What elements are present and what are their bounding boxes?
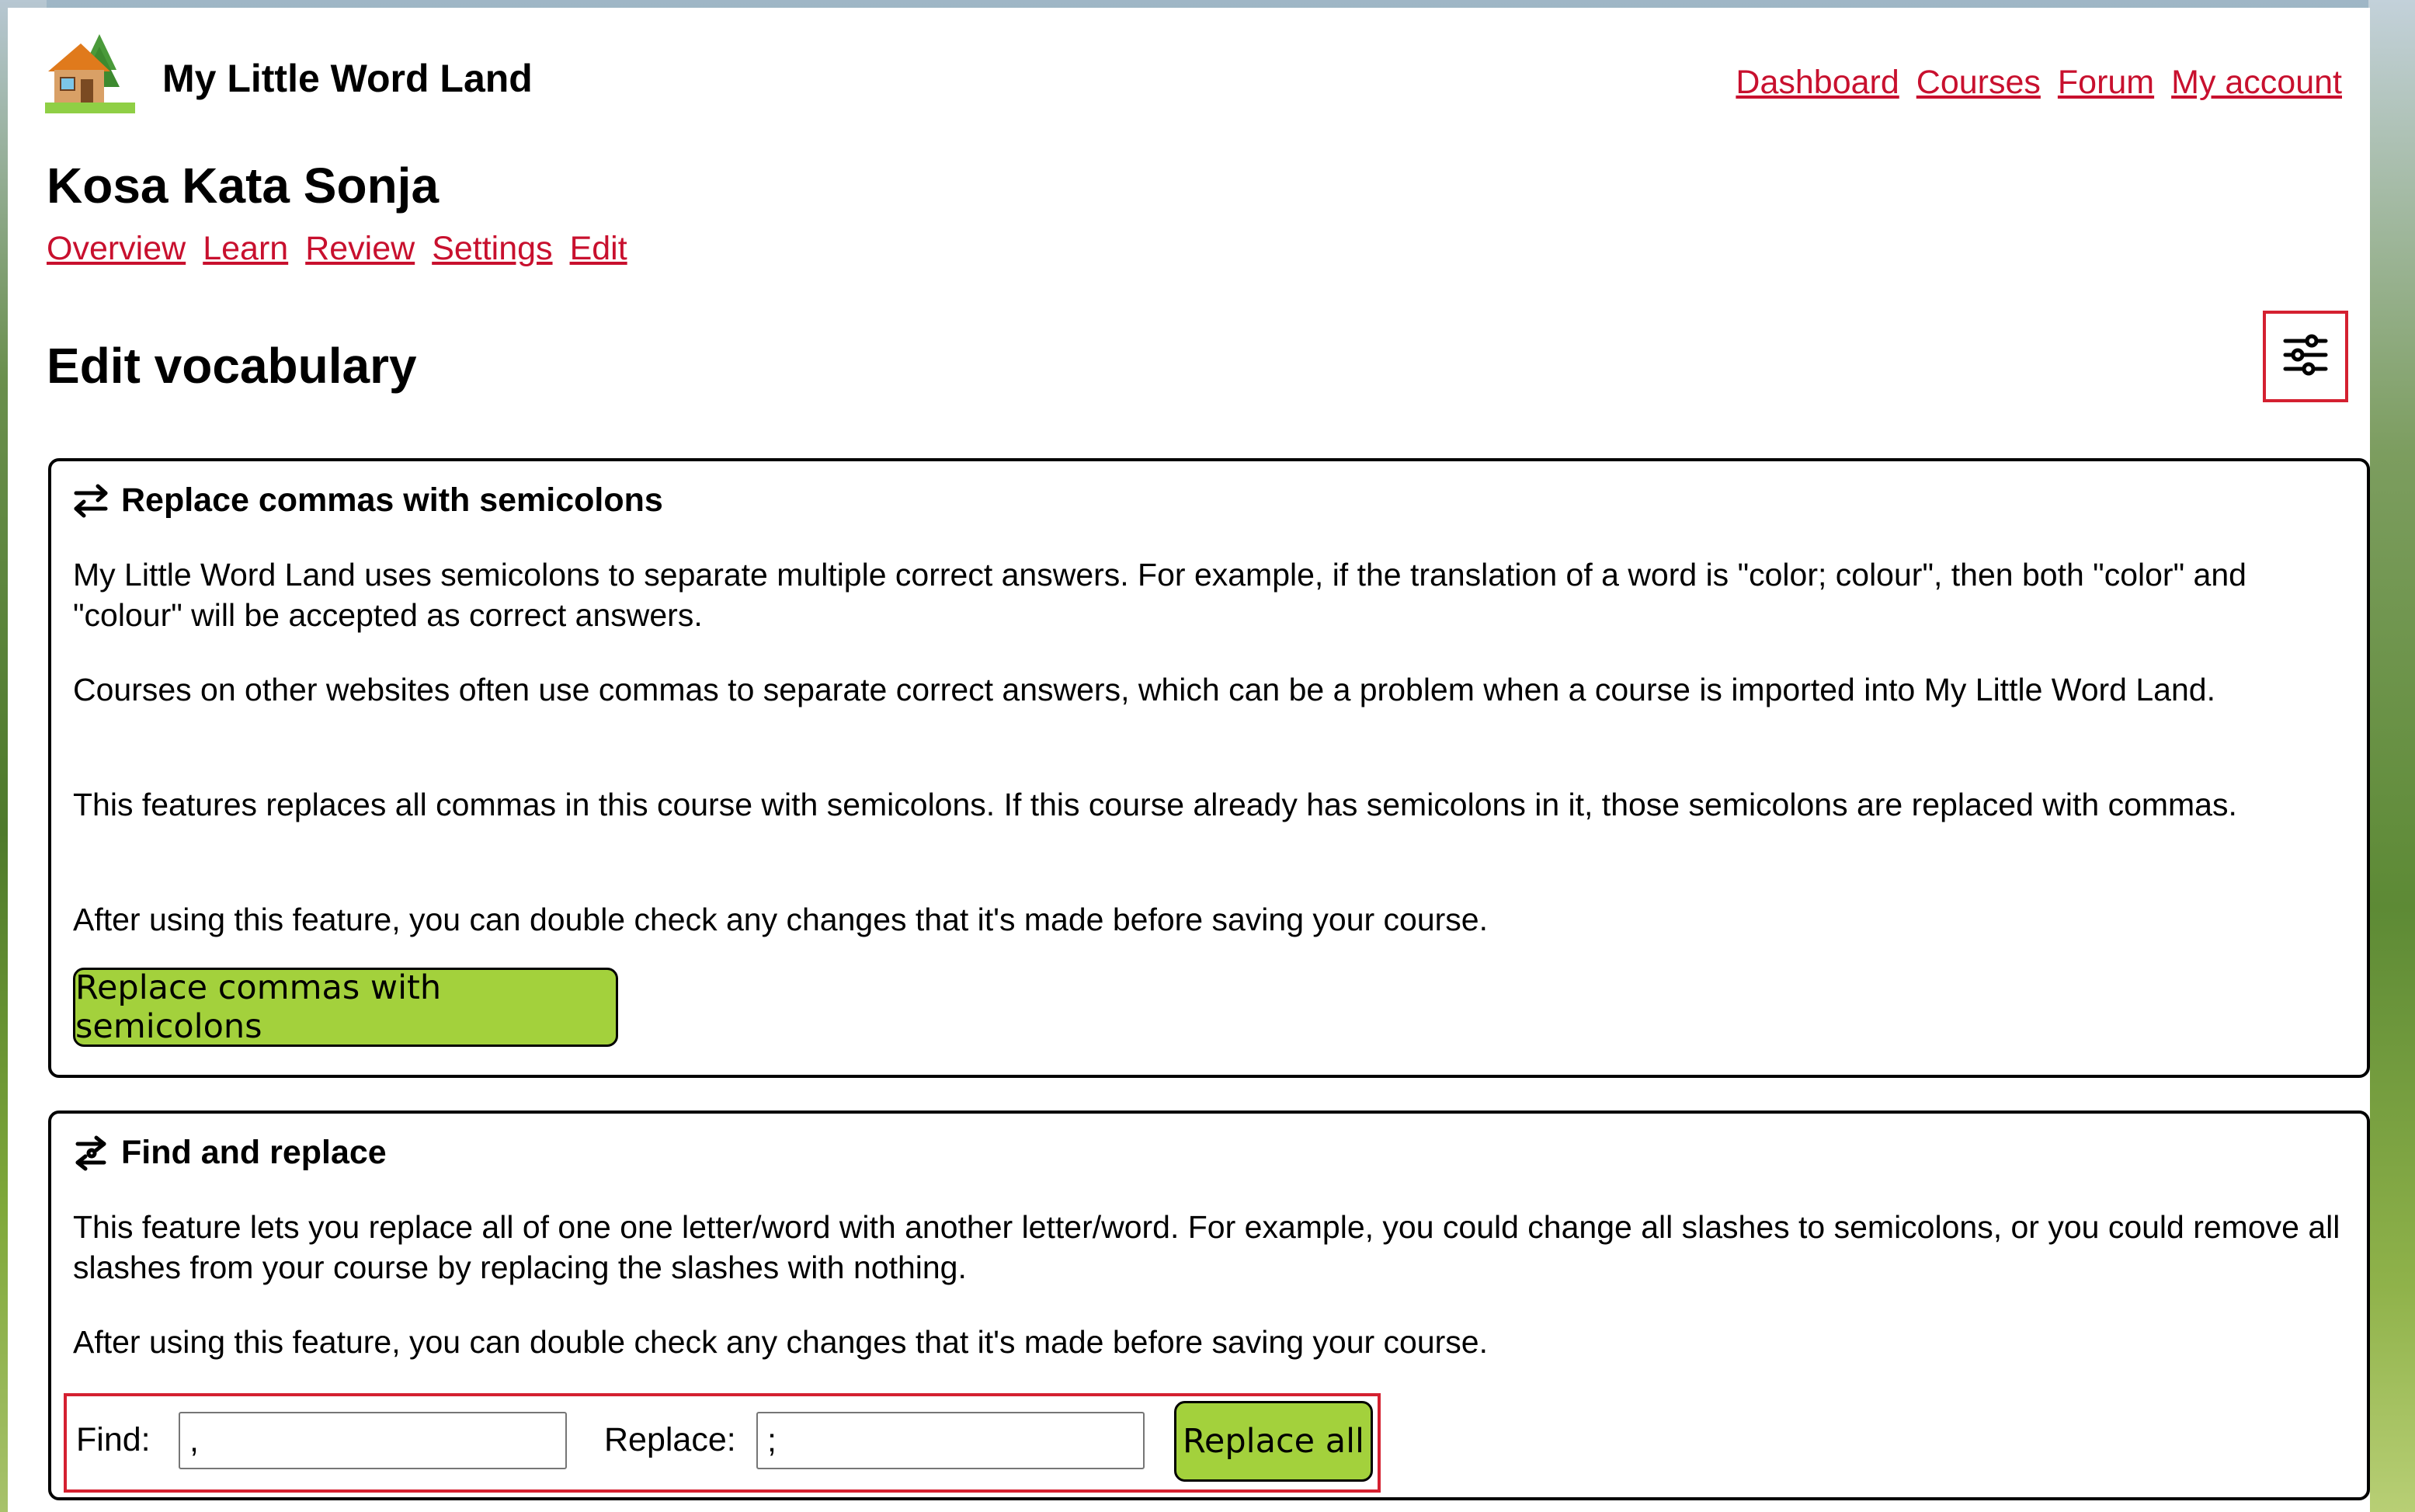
nav-my-account-link[interactable]: My account <box>2171 64 2342 101</box>
replace-all-button[interactable]: Replace all <box>1174 1401 1373 1482</box>
background-right <box>2368 0 2415 1512</box>
tab-learn[interactable]: Learn <box>203 230 289 267</box>
replace-commas-button[interactable]: Replace commas with semicolons <box>73 968 618 1047</box>
nav-dashboard-link[interactable]: Dashboard <box>1736 64 1899 101</box>
find-replace-paragraph-1: This feature lets you replace all of one one letter/word with another letter/word. For example, you could change all slashes to semicolons, or you could remove all slashes from your course by replacing the slashes with nothing. <box>73 1209 2340 1285</box>
find-label: Find: <box>76 1421 151 1458</box>
find-replace-form <box>64 1393 1381 1493</box>
replace-commas-paragraph-2: Courses on other websites often use commas to separate correct answers, which can be a problem when a course is imported into My Little Word Land. <box>73 672 2215 707</box>
swap-arrows-icon <box>73 483 109 519</box>
page-heading: Edit vocabulary <box>47 338 417 394</box>
nav-courses-link[interactable]: Courses <box>1916 64 2041 101</box>
replace-commas-paragraph-4: After using this feature, you can double check any changes that it's made before saving your course. <box>73 902 1488 937</box>
replace-commas-card <box>48 458 2370 1078</box>
tab-overview[interactable]: Overview <box>47 230 186 267</box>
house-logo-icon[interactable] <box>45 31 135 116</box>
find-replace-icon <box>73 1135 109 1171</box>
tab-review[interactable]: Review <box>305 230 415 267</box>
find-replace-title-text: Find and replace <box>121 1134 387 1171</box>
replace-commas-title <box>73 481 663 520</box>
replace-commas-paragraph-3: This features replaces all commas in this course with semicolons. If this course already has semicolons in it, those semicolons are replaced with commas. <box>73 787 2237 822</box>
find-replace-paragraph-2: After using this feature, you can double check any changes that it's made before saving your course. <box>73 1324 1488 1360</box>
top-navigation <box>1718 64 2342 102</box>
replace-input[interactable] <box>756 1412 1145 1469</box>
replace-label: Replace: <box>604 1421 736 1458</box>
page-container <box>8 8 2370 1512</box>
nav-forum-link[interactable]: Forum <box>2057 64 2155 101</box>
find-input[interactable] <box>179 1412 567 1469</box>
find-replace-title <box>73 1134 387 1172</box>
find-replace-card <box>48 1111 2370 1500</box>
sliders-icon <box>2281 330 2330 384</box>
course-title: Kosa Kata Sonja <box>47 158 440 214</box>
replace-commas-paragraph-1: My Little Word Land uses semicolons to separate multiple correct answers. For example, if the translation of a word is "color; colour", then both "color" and "colour" will be accepted as correct answers. <box>73 557 2246 633</box>
settings-button[interactable] <box>2263 311 2348 402</box>
replace-commas-title-text: Replace commas with semicolons <box>121 481 663 519</box>
tab-settings[interactable]: Settings <box>432 230 553 267</box>
course-navigation <box>47 230 645 268</box>
tab-edit[interactable]: Edit <box>569 230 627 267</box>
site-title: My Little Word Land <box>162 57 533 100</box>
